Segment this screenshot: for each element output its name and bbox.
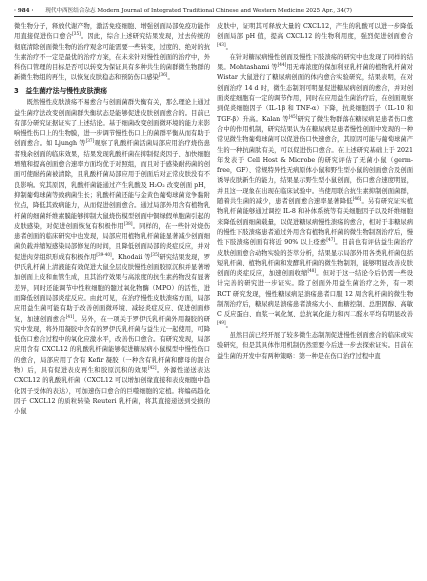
citation: [48] xyxy=(307,268,317,274)
citation: [43] xyxy=(217,41,226,47)
paragraph: 在针对糖尿病慢性创面及慢性下肢溃疡的研究中也发现了同样的结果。Mohtashami 等[44]用无毒浓度的保加利亚乳杆菌的植物乳杆菌对 Wistar 大鼠进行了糖尿病创面的体内愈合实验研究，结果表明，在对创面治疗 14 d 时，微生态制剂可明显促进糖尿病创面的愈合，并对创面炎症细胞有一定的调节作用，同时在应用益生菌治疗后，在创面观察到促炎细胞因子（IL-1β 和 TNF-α）下降，抗炎细胞因子（IL-10 和 TGF-β）升高。Kalan 等[45]研究了微生物群落在糖尿病足患者伤口愈合中的作用机制，研究结果认为在糖尿病足患者慢性创面中发现的一种常见微生物葡萄球菌可以促进伤口快速愈合，其原因可能与葡萄球菌产生的一种抗菌肽有关，可以促进伤口愈合。在上述研究基础上于 2021 年发表于 Cell Host & Microbe 的研究评估了无菌小鼠（germ-free，GF）、常规特异性无病原体小鼠和野生型小鼠的创面愈合及创面诱导皮肤新生的能力，结果显示野生型小鼠创面，伤口愈合速度明显，并且这一现象在出现在临床试验中。当使用联合抗生素抑制创面菌群，随着共生菌的减少，患者创面愈合速率显著降低[46]。另有研究证实植物乳杆菌能够通过调控 IL-8 和补体系统等有关细胞因子以及纤维细胞来降低创面细菌载量，以促进糖尿病慢性溃疡的愈合，相对于非糖尿病的慢性下肢溃疡患者通过外用含有植物乳杆菌的微生物制剂治疗后，慢性下肢溃疡创面有将近 90% 以上痊愈[47]。目前也有评估益生菌治疗皮肤创面愈合动物实验的荟萃分析，结果显示局部外用各类乳杆菌包括短乳杆菌、植物乳杆菌和发酵乳杆菌的微生物制剂，能够明显改善皮肤创面的炎症反应，加速创面收缩[48]。但对于这一结论今后仍需一些设计完善的研究进一步证实。除了创面外用益生菌治疗之外，有一项 RCT 研究发现，慢性糖尿病足溃疡患者口服 12 周含乳杆菌的微生物制剂治疗后，糖尿病足溃疡患者溃疡大小、血糖控制、总胆固醇、高敏 C 反应蛋白、血浆一氧化氮、总抗氧化能力和丙二醛水平均有明显改善[49]。 xyxy=(217,53,414,329)
citation: [39-40] xyxy=(96,251,112,257)
citation: [46] xyxy=(352,196,362,202)
citation: [37] xyxy=(85,138,95,144)
page-number: · 984 · xyxy=(14,8,34,14)
paragraph: 既然慢性皮肤溃疡不易愈合与创面菌群失衡有关，那么理论上通过益生菌疗法改变创面菌群失衡状态是能够促进皮肤创面愈合的。目前已有部分研究证据证实了上述结论。基于细菌改变创面微环境的能力来影响慢性伤口上的生物膜，进一步调节慢性伤口上的菌群平衡从而有助于创面愈合。如 Ljungh 等[37]观察了乳酸杆菌活菌局部应用治疗烧伤患者残余创面的临床效果，结果发现乳酸杆菌在抑制促炎因子、加快细胞增殖和提高创面愈合速率方面均优于对照组，而且对于感染耐药菌的创面可使耐药菌被清除，且乳酸杆菌局部应用于创面后对正常皮肤没有不良影响。究其原因，乳酸杆菌能通过产生乳酸及 H₂O₂ 改变创面 pH，抑制葡萄球菌等致病菌生长；乳酸杆菌还能与金黄色葡萄球菌竞争黏附位点，降低其致病能力，从而促进创面愈合。通过局部外用含有植物乳杆菌的细菌纤维素膜能够抑制大鼠烧伤模型创面中铜绿假单胞菌引起的皮肤感染，对促进创面恢复有积极作用[38]。同样的，在一些针对烧伤患者创面的临床研究中也发现，局部应用植物乳杆菌能显著减少创面细菌负载并缩短感染局部修复的时间，且降低创面局部的炎症反应，并对促进肉芽组织形成有积极作用[39-40]。Khodaii 等[35]研究结果发现，罗伊氏乳杆菌上清液能有效促进大鼠全层皮肤慢性创面胶原沉积并显著增加创面上皮和血管生成，且其治疗效果与高浓度的抗生素药物没有显著差异，同时还能调节中性粒细胞的髓过氧化物酶（MPO）的活性，进而降低创面局部炎症反应。由此可见，在治疗慢性皮肤溃疡方面，局部应用益生菌可能有助于改善创面微环境、减轻炎症反应、促进创面修复，加速创面愈合[41]。另外，在一项关于罗伊氏乳杆菌外用凝胶的研究中发现，将外用凝胶中含有的罗伊氏乳杆菌与益生元一起使用，可降低伤口愈合过程中的氧化应激水平，改善伤口愈合。有研究发现，局部应用含有 CXCL12 的乳酸乳杆菌能够促进糖尿病小鼠模型中慢性伤口的愈合，局部应用了含有 Kefir 凝胶（一种含有乳杆菌和酵母的混合物）后，具有促进表皮再生和胶原沉积的效果[42]。外源性递送表达 CXCL12 的乳酸乳杆菌（CXCL12 可以增加创缘直接和表皮细胞中趋化因子受体的表达），可加速伤口愈合的巨噬细胞的定植。将编码趋化因子 CXCL12 的质粒转染 Reuteri 乳杆菌，将其直接递送到受损的小鼠 xyxy=(14,99,211,416)
paragraph: 微生物分子，释放代谢产物，激活免疫细胞、增强创面局部免疫功能作用直接促进伤口愈合[35]。因此，综合上述研究结果发现，过去传统的彻底清除创面微生物的治疗观念可能需要一些转变，过度的、绝对的抗生素治疗不一定是最优的治疗方案，在未来针对慢性创面的治疗中，外科伤口管理的目标是否可以转变为保证具有多种共生的菌群微生物群的新微生物组的再生，以恢复皮肤稳态和预防伤口感染[36]。 xyxy=(14,23,211,82)
citation: [42] xyxy=(147,365,157,370)
paragraph: 虽然目前已经开展了较多微生态制剂促进慢性创面愈合的临床或实验研究，但是其具体作用机制仍然需要今后进一步去探索证实。目前在益生菌的开发中有两种策略：第一种是在伤口治疗过程中直 xyxy=(217,331,413,360)
citation: [38] xyxy=(123,220,133,226)
journal-title: 现代中西医结合杂志 Modern Journal of Integrated Traditional Chinese and Western Medicine 2025 Apr., 34(7) xyxy=(45,8,352,14)
paragraph: 皮肤中，证明其可释放大量的 CXCL12，产生的乳酸可以进一步降低创面局部 pH 值，提高 CXCL12 的生物利用度，强烈促进创面愈合[43]。 xyxy=(217,23,413,51)
citation: [36] xyxy=(158,72,168,78)
citation: [44] xyxy=(277,62,287,68)
citation: [47] xyxy=(326,237,336,243)
citation: [49] xyxy=(217,319,226,325)
left-column xyxy=(14,22,210,417)
running-header xyxy=(14,6,413,17)
citation: [45] xyxy=(288,113,298,119)
citation: [35] xyxy=(72,31,81,37)
citation: [35] xyxy=(150,251,160,257)
citation: [41] xyxy=(65,313,75,319)
section-heading: 3 益生菌疗法与慢性皮肤溃疡 xyxy=(14,86,108,95)
right-column xyxy=(217,22,413,362)
